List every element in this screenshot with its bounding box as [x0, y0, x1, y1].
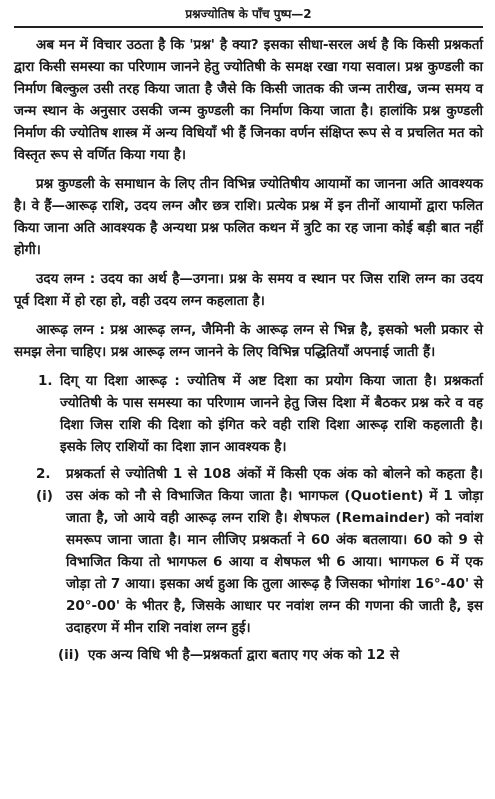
paragraph-arudha-lagna	[14, 319, 483, 363]
paragraph-dimensions: प्रश्न कुण्डली के समाधान के लिए तीन विभिन्न ज्योतिषीय आयामों का जानना अति आवश्यक है। वे हैं—आरूढ़ राशि, उदय लग्न और छत्र राशि। प्रत्येक प्रश्न में इन तीनों आयामों द्वारा फलित किया जाना अति आवश्यक है अन्यथा प्रश्न फलित कथन में त्रुटि का रह जाना कोई बड़ी बात नहीं होगी।	[14, 176, 483, 258]
list-item	[14, 644, 483, 666]
paragraph-udaya-lagna	[14, 268, 483, 312]
methods-list	[14, 370, 483, 666]
list-item	[14, 370, 483, 458]
term-arudha-lagna: आरूढ़ लग्न :	[36, 322, 105, 338]
header-rule	[14, 26, 483, 28]
list-item-text	[60, 370, 483, 458]
arudha-lagna-text: प्रश्न आरूढ़ लग्न, जैमिनी के आरूढ़ लग्न से भिन्न है, इसको भली प्रकार से समझ लेना चाहिए। प्रश्न आरूढ़ लग्न जानने के लिए विभिन्न पद्धितियाँ अपनाई जाती हैं।	[14, 322, 484, 360]
item-number-2: 2.	[36, 466, 51, 482]
paragraph-intro: अब मन में विचार उठता है कि 'प्रश्न' है क्या? इसका सीधा-सरल अर्थ है कि किसी प्रश्नकर्ता द्वारा किसी समस्या का परिणाम जानने हेतु ज्योतिषी के समक्ष रखा गया सवाल। प्रश्न कुण्डली का निर्माण बिल्कुल उसी तरह किया जाता है जैसे कि किसी जातक की जन्म तारीख, जन्म समय व जन्म स्थान के अनुसार उसकी जन्म कुण्डली का निर्माण किया जाता है। हालांकि प्रश्न कुण्डली निर्माण की ज्योतिष शास्त्र में अन्य विधियाँ भी हैं जिनका वर्णन संक्षिप्त रूप से व प्रचलित मत को विस्तृत रूप से वर्णित किया गया है।	[14, 37, 483, 163]
running-header: प्रश्नज्योतिष के पाँच पुष्प—2	[185, 7, 312, 21]
term-udaya-lagna: उदय लग्न :	[36, 271, 96, 287]
list-item-text: प्रश्नकर्ता से ज्योतिषी 1 से 108 अंकों में किसी एक अंक को बोलने को कहता है। उस अंक को नौ से विभाजित किया जाता है। भागफल (Quotient) में 1 जोड़ा जाता है, जो आये वही आरूढ़ लग्न राशि है। शेषफल (Remainder) को नवांश समरूप जाना जाता है। मान लीजिए प्रश्नकर्ता ने 60 अंक बतलाया। 60 को 9 से विभाजित किया तो भागफल 6 आया व शेषफल भी 6 आया। भागफल 6 में एक जोड़ा तो 7 आया। इसका अर्थ हुआ कि तुला आरूढ़ है जिसका भोगांश 16°-40' से 20°-00' के भीतर है, जिसके आधार पर नवांश लग्न की गणना की जाती है, इस उदाहरण में मीन राशि नवांश लग्न हुई।	[66, 466, 483, 636]
list-item-number: 1.	[38, 373, 53, 389]
sub-item-marker: (ii)	[58, 647, 80, 663]
list-item	[14, 463, 483, 639]
udaya-lagna-text: उदय का अर्थ है—उगना। प्रश्न के समय व स्थान पर जिस राशि लग्न का उदय पूर्व दिशा में हो रहा हो, वही उदय लग्न कहलाता है।	[14, 271, 483, 309]
list-item-text: एक अन्य विधि भी है—प्रश्नकर्ता द्वारा बताए गए अंक को 12 से	[88, 647, 400, 663]
term-dig-arudha: दिग् या दिशा आरूढ़ :	[60, 373, 180, 389]
dig-arudha-text: ज्योतिष में अष्ट दिशा का प्रयोग किया जाता है। प्रश्नकर्ता ज्योतिषी के पास समस्या का परिणाम जानने हेतु जिस दिशा में बैठकर प्रश्न करे व वह दिशा जिस राशि की दिशा को इंगित करे वही राशि दिशा आरूढ़ राशि कहलाती है। इसके लिए राशियों का दिशा ज्ञान आवश्यक है।	[60, 373, 483, 455]
list-item-number	[36, 463, 66, 639]
sub-item-marker: (i)	[36, 488, 53, 504]
